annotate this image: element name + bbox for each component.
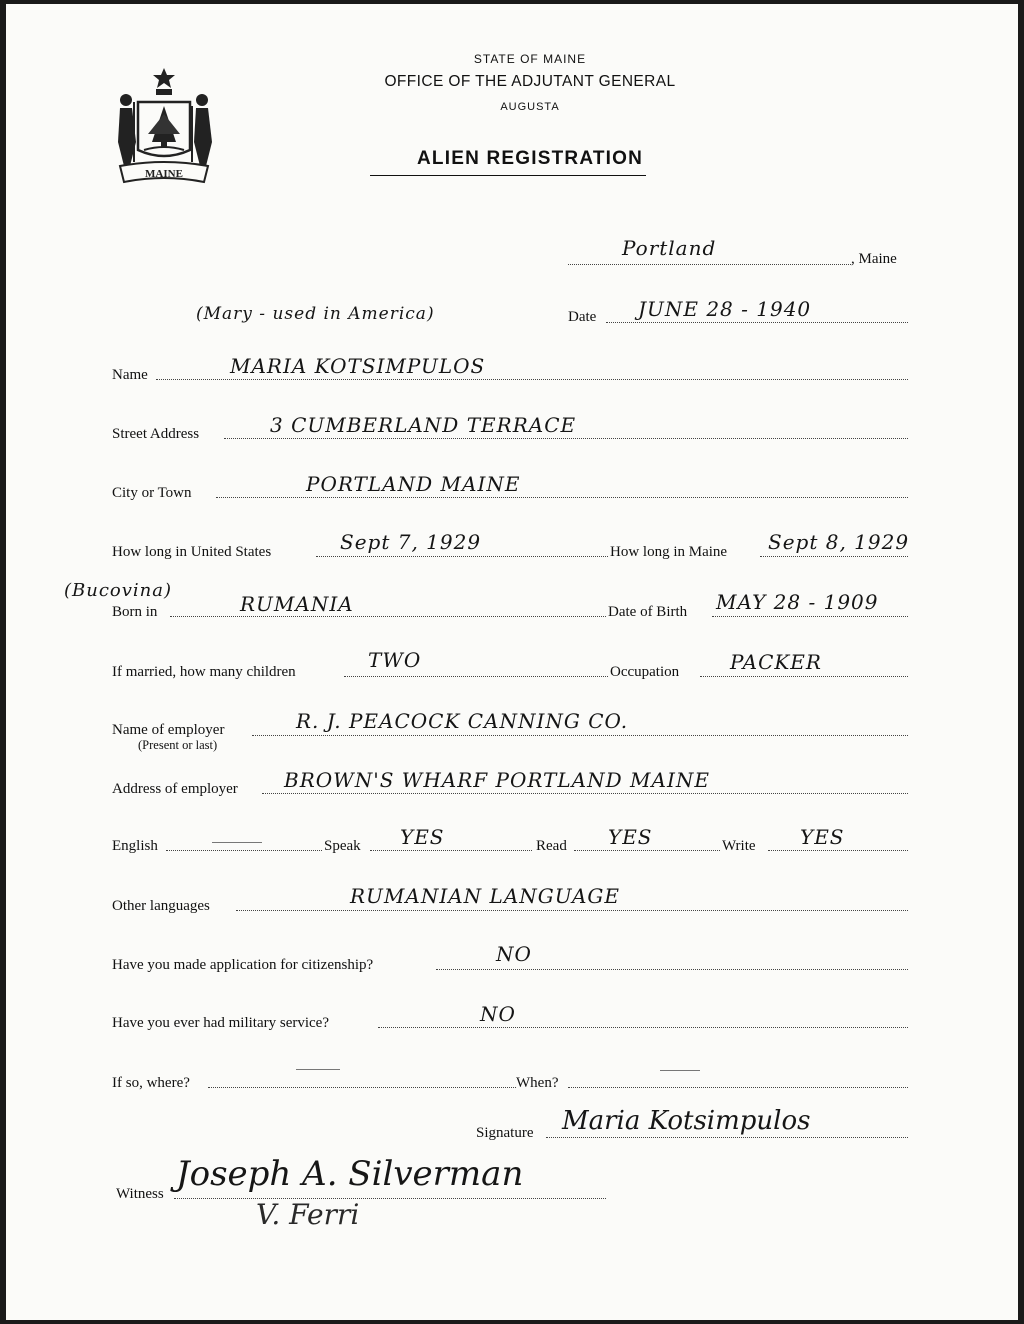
born-in-label: Born in	[112, 604, 158, 620]
form-page	[6, 4, 1018, 1320]
name-value: MARIA KOTSIMPULOS	[230, 354, 486, 378]
name-label: Name	[112, 367, 148, 383]
name-line	[156, 379, 908, 380]
citizenship-line	[436, 969, 908, 970]
born-in-annotation: (Bucovina)	[64, 580, 173, 601]
speak-line	[370, 850, 532, 851]
how-long-maine-value: Sept 8, 1929	[768, 530, 910, 554]
street-address-line	[224, 438, 908, 439]
other-languages-line	[236, 910, 908, 911]
witness-label: Witness	[116, 1186, 164, 1202]
born-in-value: RUMANIA	[240, 592, 354, 616]
children-label: If married, how many children	[112, 664, 296, 680]
date-of-birth-label: Date of Birth	[608, 604, 688, 620]
read-line	[574, 850, 720, 851]
how-long-us-value: Sept 7, 1929	[340, 530, 482, 554]
employer-address-value: BROWN'S WHARF PORTLAND MAINE	[284, 768, 710, 792]
how-long-maine-line	[760, 556, 908, 557]
when-line	[568, 1087, 908, 1088]
where-line	[208, 1087, 516, 1088]
employer-address-line	[262, 793, 908, 794]
children-line	[344, 676, 608, 677]
write-line	[768, 850, 908, 851]
place-value: Portland	[622, 236, 717, 260]
place-suffix: , Maine	[851, 251, 897, 267]
signature-value: Maria Kotsimpulos	[562, 1106, 811, 1136]
when-dash	[660, 1070, 700, 1071]
signature-label: Signature	[476, 1125, 534, 1141]
date-line	[606, 322, 908, 323]
employer-label: Name of employer	[112, 722, 225, 738]
employer-line	[252, 735, 908, 736]
date-of-birth-line	[712, 616, 908, 617]
speak-label: Speak	[324, 838, 361, 854]
military-line	[378, 1027, 908, 1028]
other-languages-value: RUMANIAN LANGUAGE	[350, 884, 620, 908]
english-line	[166, 850, 322, 851]
other-languages-label: Other languages	[112, 898, 210, 914]
born-in-line	[170, 616, 606, 617]
occupation-line	[700, 676, 908, 677]
date-label: Date	[568, 309, 597, 325]
how-long-us-line	[316, 556, 608, 557]
header-office: OFFICE OF THE ADJUTANT GENERAL	[384, 73, 676, 90]
english-dash	[212, 842, 262, 843]
header-city: AUGUSTA	[500, 101, 560, 113]
seal-banner: MAINE	[145, 168, 183, 180]
children-value: TWO	[368, 648, 422, 672]
how-long-maine-label: How long in Maine	[610, 544, 728, 560]
write-label: Write	[722, 838, 756, 854]
date-value: JUNE 28 - 1940	[638, 297, 812, 321]
occupation-label: Occupation	[610, 664, 680, 680]
witness-line	[174, 1198, 606, 1199]
when-label: When?	[516, 1075, 559, 1091]
where-label: If so, where?	[112, 1075, 190, 1091]
title-underline	[370, 175, 646, 176]
military-value: NO	[480, 1002, 516, 1026]
witness-signature-second: V. Ferri	[256, 1198, 360, 1231]
citizenship-value: NO	[496, 942, 532, 966]
header-state: STATE OF MAINE	[473, 52, 587, 66]
form-title: ALIEN REGISTRATION	[416, 148, 644, 169]
place-line	[568, 264, 851, 265]
speak-value: YES	[400, 825, 445, 849]
occupation-value: PACKER	[730, 650, 822, 674]
employer-value: R. J. PEACOCK CANNING CO.	[296, 709, 629, 733]
city-value: PORTLAND MAINE	[306, 472, 521, 496]
date-annotation: (Mary - used in America)	[196, 304, 435, 324]
read-value: YES	[608, 825, 653, 849]
employer-address-label: Address of employer	[112, 781, 238, 797]
date-of-birth-value: MAY 28 - 1909	[716, 590, 879, 614]
witness-signature: Joseph A. Silverman	[176, 1154, 524, 1194]
street-address-value: 3 CUMBERLAND TERRACE	[270, 413, 577, 437]
signature-line	[546, 1137, 908, 1138]
how-long-us-label: How long in United States	[112, 544, 272, 560]
read-label: Read	[536, 838, 567, 854]
write-value: YES	[800, 825, 845, 849]
english-label: English	[112, 838, 158, 854]
employer-sublabel: (Present or last)	[138, 738, 218, 752]
citizenship-label: Have you made application for citizenship?	[112, 957, 374, 973]
street-address-label: Street Address	[112, 426, 200, 442]
military-label: Have you ever had military service?	[112, 1015, 329, 1031]
city-label: City or Town	[112, 485, 192, 501]
where-dash	[296, 1069, 340, 1070]
city-line	[216, 497, 908, 498]
